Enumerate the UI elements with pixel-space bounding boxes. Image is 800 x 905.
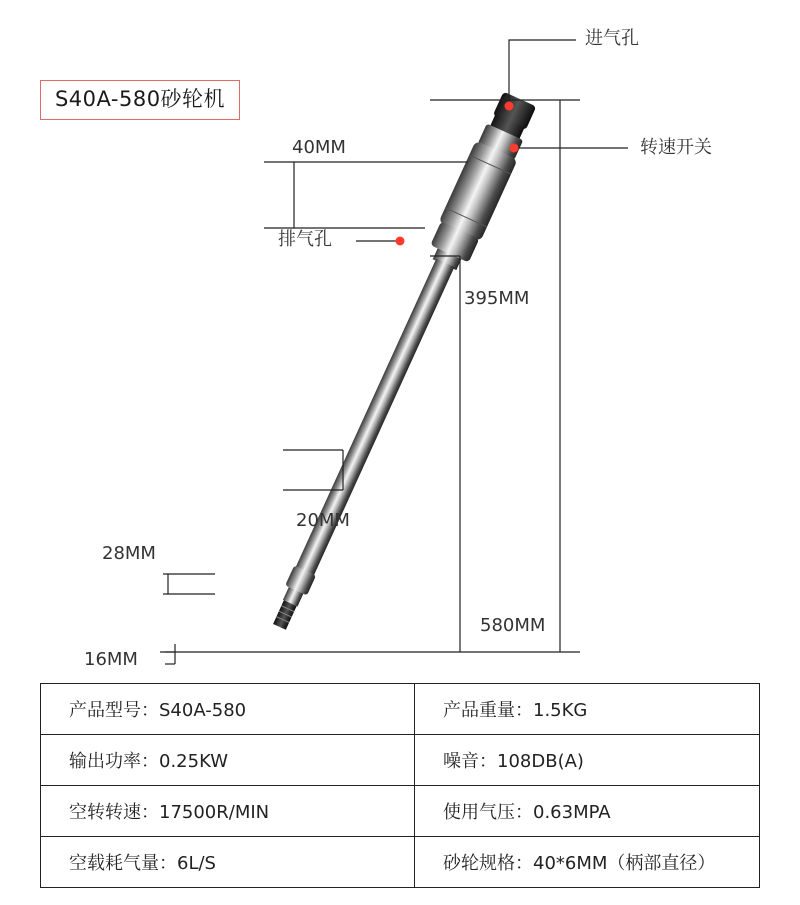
dim-20mm: 20MM — [296, 510, 350, 531]
spec-cell — [41, 837, 415, 888]
spec-label: 产品重量： — [443, 700, 533, 721]
spec-label: 输出功率： — [69, 751, 159, 772]
exhaust-marker — [396, 237, 405, 246]
spec-label: 使用气压： — [443, 802, 533, 823]
spec-label: 砂轮规格： — [443, 853, 533, 874]
spec-value: 0.63MPA — [533, 802, 611, 823]
spec-value: 6L/S — [177, 853, 216, 874]
air-inlet-label: 进气孔 — [585, 28, 639, 49]
dim-28mm: 28MM — [102, 543, 156, 564]
exhaust-label: 排气孔 — [278, 229, 332, 250]
spec-value: 40*6MM（柄部直径） — [533, 853, 716, 874]
table-row — [41, 735, 760, 786]
spec-cell — [415, 837, 760, 888]
spec-cell — [41, 786, 415, 837]
spec-value: S40A-580 — [159, 700, 247, 721]
spec-value: 1.5KG — [533, 700, 588, 721]
dim-16mm: 16MM — [84, 649, 138, 670]
spec-cell — [415, 684, 760, 735]
table-row — [41, 837, 760, 888]
spec-value: 0.25KW — [159, 751, 229, 772]
spec-cell — [415, 735, 760, 786]
air-inlet-marker — [505, 102, 514, 111]
spec-label: 空载耗气量： — [69, 853, 177, 874]
spec-label: 噪音： — [443, 751, 497, 772]
spec-label: 产品型号： — [69, 700, 159, 721]
dim-395mm: 395MM — [464, 288, 530, 309]
threaded-spindle — [273, 600, 297, 629]
air-inlet-leader — [509, 40, 576, 104]
dim-580mm: 580MM — [480, 615, 546, 636]
spec-cell — [415, 786, 760, 837]
dim-40mm: 40MM — [292, 137, 346, 158]
speed-switch-marker — [510, 144, 519, 153]
product-title: S40A-580砂轮机 — [40, 80, 240, 120]
spec-table — [40, 683, 760, 888]
speed-switch-label: 转速开关 — [640, 137, 712, 158]
spec-value: 17500R/MIN — [159, 802, 270, 823]
spec-label: 空转转速： — [69, 802, 159, 823]
table-row — [41, 684, 760, 735]
spec-cell — [41, 684, 415, 735]
spec-cell — [41, 735, 415, 786]
table-row — [41, 786, 760, 837]
grinder-tool — [259, 90, 541, 637]
spec-value: 108DB(A) — [497, 751, 584, 772]
